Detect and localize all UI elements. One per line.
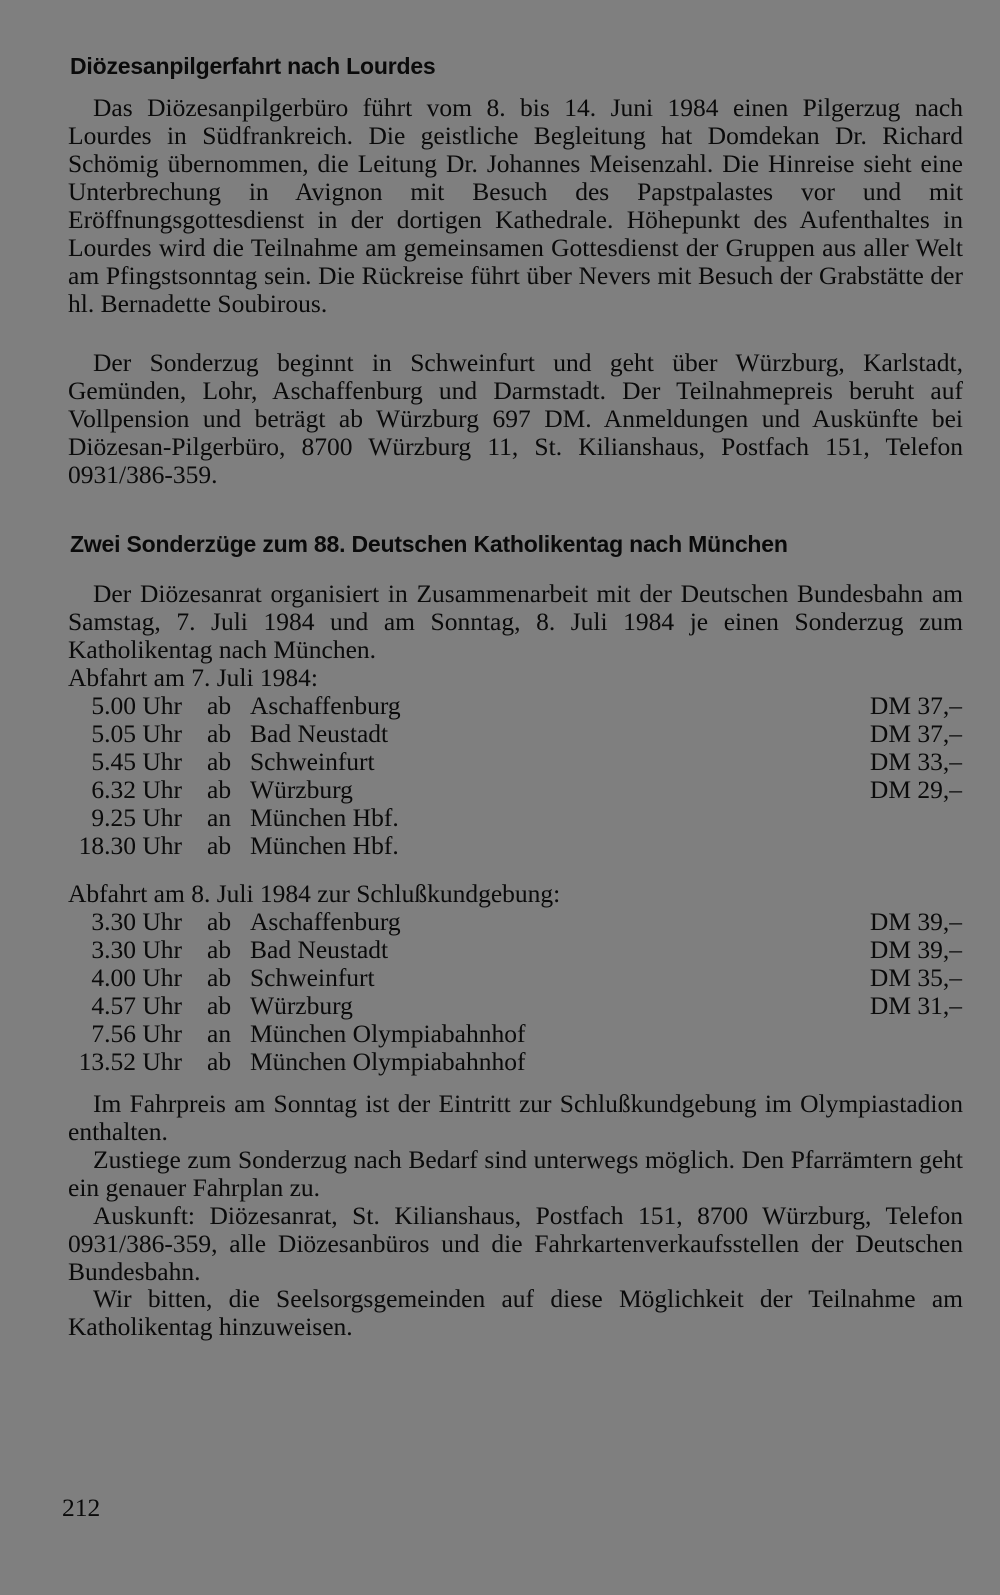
- paragraph-katholikentag-intro: Der Diözesanrat organisiert in Zusammenarbeit mit der Deutschen Bundesbahn am Samstag, 7. Juli 1984 und am Sonntag, 8. Juli 1984 je einen Sonderzug zum Katholikentag nach München.: [68, 579, 963, 664]
- schedule-july-8: [0, 908, 1000, 1076]
- schedule-row: [0, 1048, 1000, 1076]
- schedule-row: [0, 964, 1000, 992]
- paragraph-boarding-info: Zustiege zum Sonderzug nach Bedarf sind unterwegs möglich. Den Pfarrämtern geht ein genauer Fahrplan zu.: [68, 1145, 963, 1202]
- departure-time: 4.57 Uhr: [91, 991, 182, 1020]
- direction: ab: [207, 963, 232, 992]
- departure-time: 3.30 Uhr: [91, 935, 182, 964]
- direction: ab: [207, 719, 232, 748]
- schedule-row: [0, 832, 1000, 860]
- paragraph-request: Wir bitten, die Seelsorgsgemeinden auf diese Möglichkeit der Teilnahme am Katholikentag hinzuweisen.: [68, 1284, 963, 1341]
- departure-time: 3.30 Uhr: [91, 907, 182, 936]
- station-name: München Hbf.: [250, 803, 399, 832]
- article-heading-katholikentag: Zwei Sonderzüge zum 88. Deutschen Katholikentag nach München: [70, 531, 788, 557]
- direction: ab: [207, 907, 232, 936]
- paragraph-contact-info: Auskunft: Diözesanrat, St. Kilianshaus, Postfach 151, 8700 Würzburg, Telefon 0931/386-359, alle Diözesanbüros und die Fahrkartenverkaufsstellen der Deutschen Bundesbahn.: [68, 1201, 963, 1286]
- direction: ab: [207, 775, 232, 804]
- station-name: Bad Neustadt: [250, 935, 389, 964]
- direction: ab: [207, 691, 232, 720]
- fare-price: DM 39,–: [869, 907, 962, 936]
- paragraph-fare-info: Im Fahrpreis am Sonntag ist der Eintritt zur Schlußkundgebung im Olympiastadion enthalten.: [68, 1089, 963, 1146]
- fare-price: DM 39,–: [869, 935, 962, 964]
- direction: ab: [207, 991, 232, 1020]
- direction: an: [207, 803, 232, 832]
- page-number: 212: [62, 1493, 101, 1522]
- schedule-row: [0, 992, 1000, 1020]
- departure-time: 5.05 Uhr: [91, 719, 182, 748]
- station-name: Würzburg: [250, 991, 353, 1020]
- schedule-row: [0, 1020, 1000, 1048]
- schedule-row: [0, 776, 1000, 804]
- return-departure-time: 13.52 Uhr: [78, 1047, 182, 1076]
- paragraph-lourdes-route: Der Sonderzug beginnt in Schweinfurt und geht über Würzburg, Karlstadt, Gemünden, Lohr, Aschaffenburg und Darmstadt. Der Teilnahmepreis beruht auf Vollpension und beträgt ab Würzburg 697 DM. Anmeldungen und Auskünfte bei Diözesan-Pilgerbüro, 8700 Würzburg 11, St. Kilianshaus, Postfach 151, Telefon 0931/386-359.: [68, 348, 963, 489]
- fare-price: DM 37,–: [869, 691, 962, 720]
- station-name: Aschaffenburg: [250, 691, 401, 720]
- schedule-label-july-7: Abfahrt am 7. Juli 1984:: [68, 663, 319, 692]
- return-departure-time: 18.30 Uhr: [78, 831, 182, 860]
- station-name: Würzburg: [250, 775, 353, 804]
- station-name: Bad Neustadt: [250, 719, 389, 748]
- direction: ab: [207, 935, 232, 964]
- direction: ab: [207, 747, 232, 776]
- station-name: München Olympiabahnhof: [250, 1019, 526, 1048]
- fare-price: DM 35,–: [869, 963, 962, 992]
- station-name: Schweinfurt: [250, 963, 375, 992]
- departure-time: 4.00 Uhr: [91, 963, 182, 992]
- paragraph-lourdes-trip: Das Diözesanpilgerbüro führt vom 8. bis 14. Juni 1984 einen Pilgerzug nach Lourdes in Südfrankreich. Die geistliche Begleitung hat Domdekan Dr. Richard Schömig übernommen, die Leitung Dr. Johannes Meisenzahl. Die Hinreise sieht eine Unterbrechung in Avignon mit Besuch des Papstpalastes vor und mit Eröffnungsgottesdienst in der dortigen Kathedrale. Höhepunkt des Aufenthaltes in Lourdes wird die Teilnahme am gemeinsamen Gottesdienst der Gruppen aus aller Welt am Pfingstsonntag sein. Die Rückreise führt über Nevers mit Besuch der Grabstätte der hl. Bernadette Soubirous.: [68, 93, 963, 318]
- schedule-row: [0, 720, 1000, 748]
- departure-time: 5.00 Uhr: [91, 691, 182, 720]
- departure-time: 5.45 Uhr: [91, 747, 182, 776]
- departure-time: 6.32 Uhr: [91, 775, 182, 804]
- schedule-july-7: [0, 692, 1000, 860]
- schedule-row: [0, 908, 1000, 936]
- direction: an: [207, 1019, 232, 1048]
- station-name: Aschaffenburg: [250, 907, 401, 936]
- schedule-row: [0, 936, 1000, 964]
- fare-price: DM 33,–: [869, 747, 962, 776]
- fare-price: DM 29,–: [869, 775, 962, 804]
- arrival-time: 7.56 Uhr: [91, 1019, 182, 1048]
- station-name: München Olympiabahnhof: [250, 1047, 526, 1076]
- article-heading-lourdes: Diözesanpilgerfahrt nach Lourdes: [70, 53, 436, 79]
- arrival-time: 9.25 Uhr: [91, 803, 182, 832]
- schedule-row: [0, 692, 1000, 720]
- direction: ab: [207, 831, 232, 860]
- schedule-row: [0, 748, 1000, 776]
- direction: ab: [207, 1047, 232, 1076]
- fare-price: DM 37,–: [869, 719, 962, 748]
- station-name: München Hbf.: [250, 831, 399, 860]
- fare-price: DM 31,–: [869, 991, 962, 1020]
- schedule-row: [0, 804, 1000, 832]
- schedule-label-july-8: Abfahrt am 8. Juli 1984 zur Schlußkundgebung:: [68, 879, 561, 908]
- station-name: Schweinfurt: [250, 747, 375, 776]
